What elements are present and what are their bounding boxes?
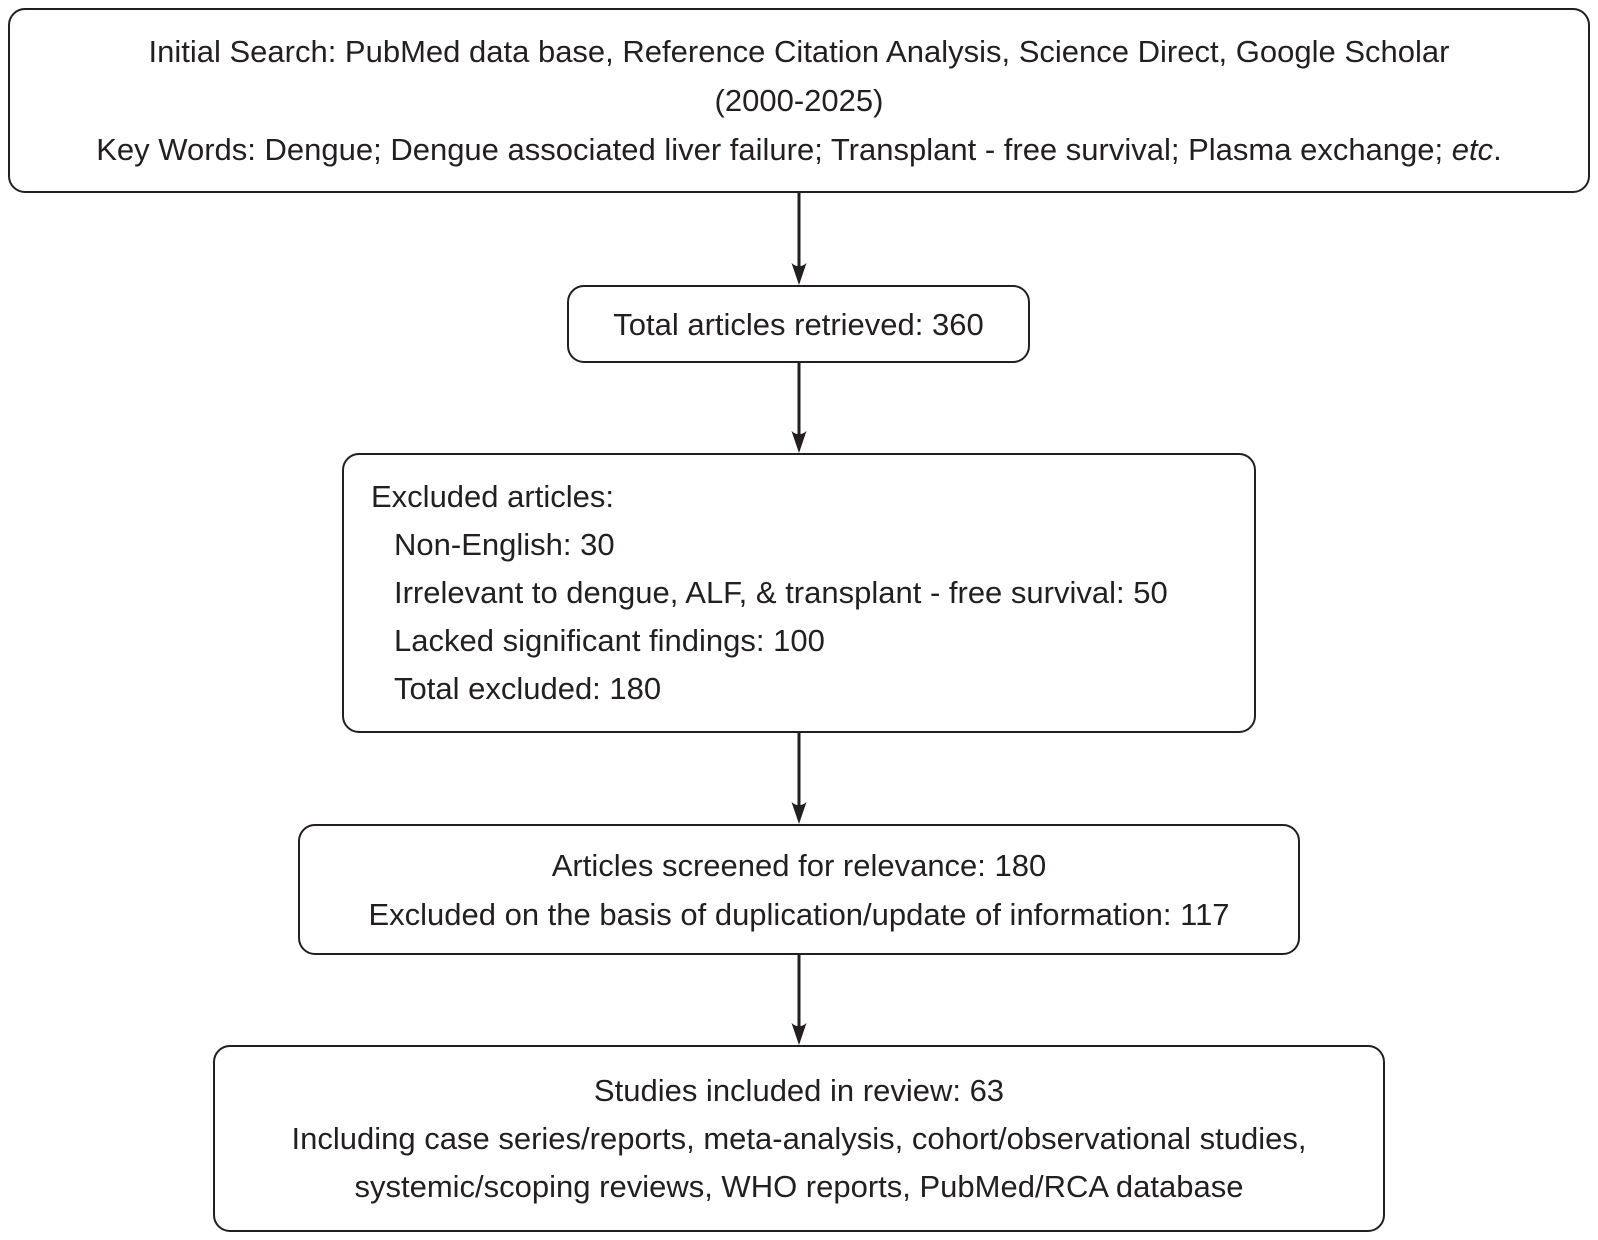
excluded-item-total: Total excluded: 180 [394, 671, 662, 706]
total-retrieved-text: Total articles retrieved: 360 [613, 306, 984, 342]
initial-search-years: (2000-2025) [714, 83, 884, 118]
included-types-line2: systemic/scoping reviews, WHO reports, PubMed/RCA database [354, 1168, 1244, 1204]
screened-excluded-duplication: Excluded on the basis of duplication/update of information: 117 [368, 896, 1230, 932]
down-arrow-4 [789, 953, 809, 1045]
initial-search-keywords [96, 125, 1501, 174]
keywords-text: Key Words: Dengue; Dengue associated liver failure; Transplant - free survival; Plasma exchange; [96, 132, 1452, 167]
screened-count: Articles screened for relevance: 180 [551, 847, 1047, 883]
excluded-item-lacked-findings: Lacked significant findings: 100 [394, 623, 825, 658]
excluded-item-irrelevant: Irrelevant to dengue, ALF, & transplant - free survival: 50 [394, 575, 1168, 610]
screened-box [298, 824, 1300, 955]
total-retrieved-box [567, 285, 1030, 363]
down-arrow-3 [789, 732, 809, 824]
initial-search-sources: Initial Search: PubMed data base, Reference Citation Analysis, Science Direct, Google Scholar [148, 34, 1450, 69]
keywords-period: . [1493, 132, 1502, 167]
initial-search-box [8, 8, 1590, 193]
included-count: Studies included in review: 63 [593, 1072, 1005, 1108]
down-arrow-1 [789, 193, 809, 285]
excluded-heading: Excluded articles: [371, 479, 614, 514]
etc-text: etc [1451, 132, 1494, 167]
down-arrow-2 [789, 361, 809, 453]
excluded-articles-box [342, 453, 1256, 733]
excluded-item-non-english: Non-English: 30 [394, 527, 615, 562]
included-studies-box [213, 1045, 1385, 1232]
included-types-line1: Including case series/reports, meta-analysis, cohort/observational studies, [291, 1120, 1307, 1156]
